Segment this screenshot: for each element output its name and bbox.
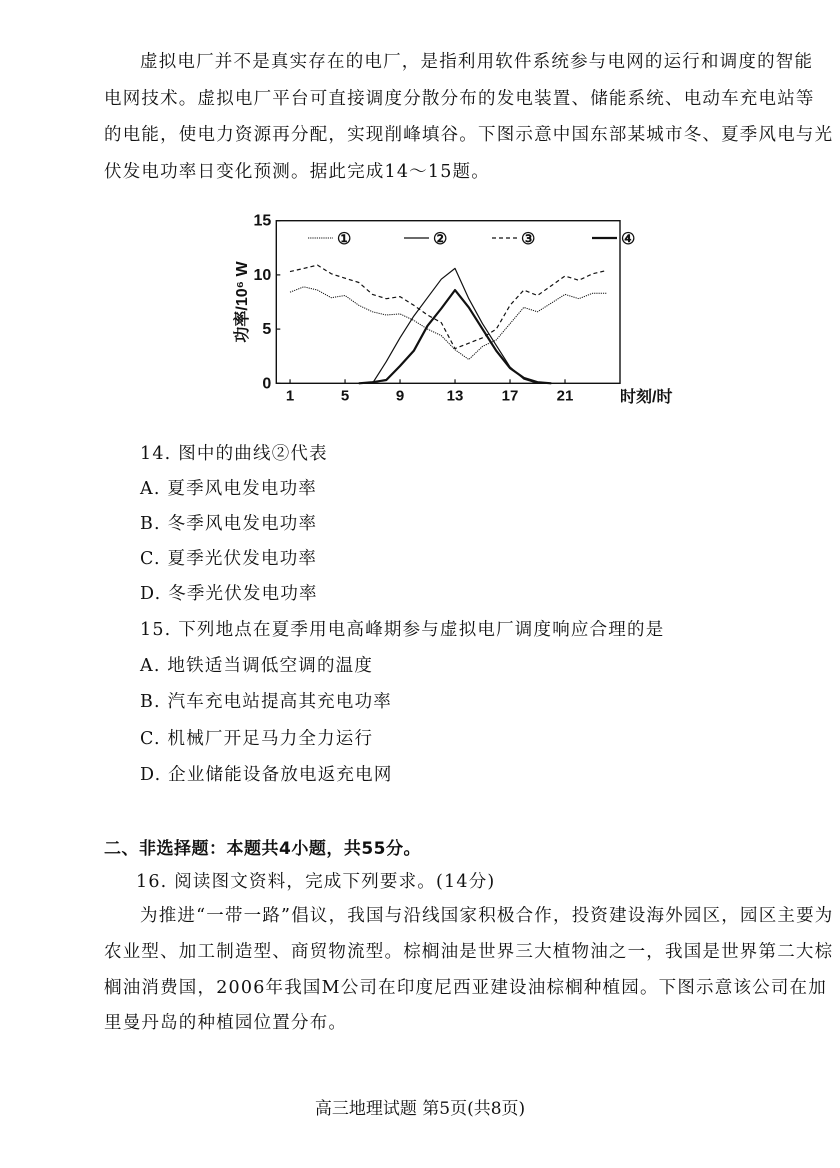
x-tick-label: 21 [556, 387, 574, 405]
page-footer: 高三地理试题 第5页(共8页) [314, 1099, 526, 1119]
option-a: A. 地铁适当调低空调的温度 [140, 656, 374, 676]
option-b: B. 汽车充电站提高其充电功率 [140, 692, 392, 712]
option-d: D. 企业储能设备放电返充电网 [140, 765, 393, 785]
series-line-2 [359, 268, 538, 383]
option-d: D. 冬季光伏发电功率 [140, 584, 318, 604]
option-c: C. 机械厂开足马力全力运行 [140, 729, 374, 749]
y-tick-label: 10 [253, 266, 272, 284]
q16-line: 为推进“一带一路”倡议，我国与沿线国家积极合作，投资建设海外园区，园区主要为 [140, 906, 834, 926]
intro-line: 伏发电功率日变化预测。据此完成14～15题。 [104, 162, 490, 182]
legend-label: ③ [521, 231, 536, 248]
legend-label: ② [433, 231, 448, 248]
intro-line: 的电能，使电力资源再分配，实现削峰填谷。下图示意中国东部某城市冬、夏季风电与光 [104, 125, 834, 145]
series-line-4 [359, 290, 552, 383]
x-axis-label: 时刻/时 [620, 389, 673, 406]
y-tick-label: 5 [262, 321, 272, 339]
legend-label: ④ [621, 231, 636, 248]
series-line-3 [290, 265, 606, 349]
question-stem: 14. 图中的曲线②代表 [140, 444, 328, 464]
option-b: B. 冬季风电发电功率 [140, 514, 318, 534]
y-axis-label: 功率/10⁶ W [234, 261, 251, 343]
question-stem: 15. 下列地点在夏季用电高峰期参与虚拟电厂调度响应合理的是 [140, 620, 665, 640]
x-tick-label: 13 [446, 387, 464, 405]
y-tick-label: 0 [262, 375, 272, 393]
legend-label: ① [337, 231, 352, 248]
q16-line: 榈油消费国，2006年我国M公司在印度尼西亚建设油棕榈种植园。下图示意该公司在加 [104, 978, 827, 998]
intro-line: 虚拟电厂并不是真实存在的电厂，是指利用软件系统参与电网的运行和调度的智能 [140, 52, 814, 72]
x-tick-label: 9 [395, 387, 405, 405]
question-16-stem: 16. 阅读图文资料，完成下列要求。(14分) [136, 872, 496, 892]
x-tick-label: 1 [285, 387, 295, 405]
x-tick-label: 5 [340, 387, 350, 405]
power-line-chart [220, 205, 673, 406]
y-tick-label: 15 [253, 212, 272, 230]
q16-line: 农业型、加工制造型、商贸物流型。棕榈油是世界三大植物油之一，我国是世界第二大棕 [104, 942, 834, 962]
intro-line: 电网技术。虚拟电厂平台可直接调度分散分布的发电装置、储能系统、电动车充电站等 [104, 89, 815, 109]
option-c: C. 夏季光伏发电功率 [140, 549, 318, 569]
plot-frame [276, 221, 620, 384]
x-tick-label: 17 [501, 387, 519, 405]
option-a: A. 夏季风电发电功率 [140, 479, 317, 499]
q16-line: 里曼丹岛的种植园位置分布。 [104, 1013, 348, 1033]
section-heading: 二、非选择题：本题共4小题，共55分。 [104, 839, 421, 859]
